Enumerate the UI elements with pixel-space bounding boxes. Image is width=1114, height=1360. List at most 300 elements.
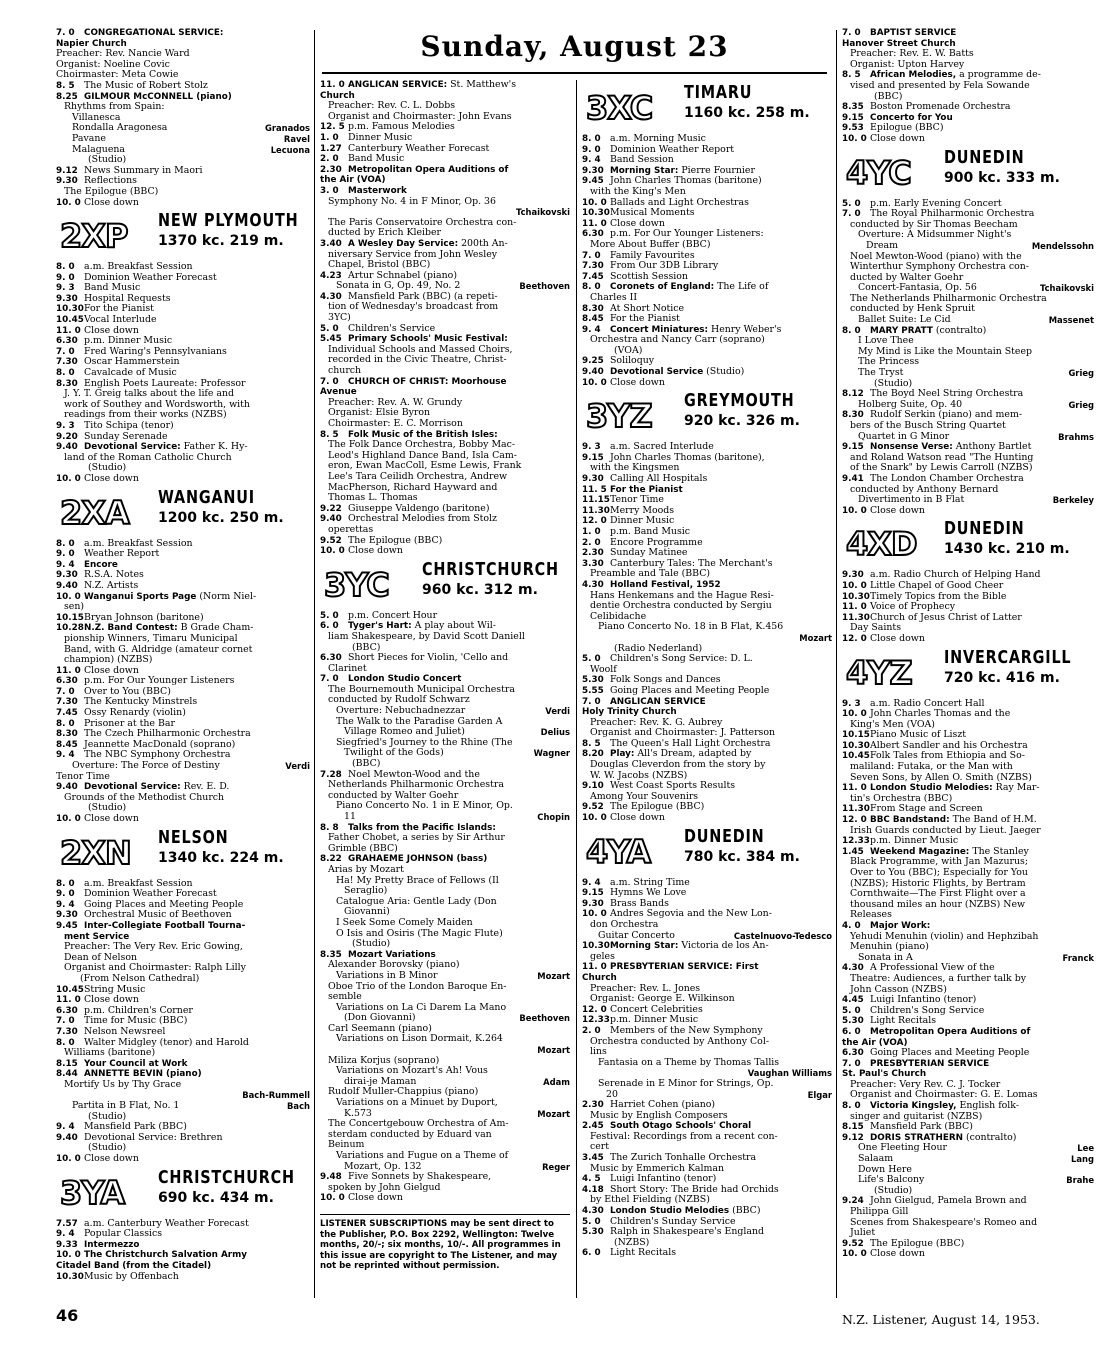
listing-line	[320, 1193, 570, 1204]
listing-text: Variations and Fugue on a Theme of	[336, 1151, 509, 1161]
listing-line	[320, 886, 570, 897]
listing-line	[320, 493, 570, 504]
listing-line	[56, 262, 310, 273]
listing-time: 9. 4	[582, 155, 601, 166]
listing-time: 10. 0	[582, 813, 607, 824]
listing-time: 11. 0	[842, 602, 867, 613]
listing-time: 4.30	[582, 579, 604, 590]
listing-text: Reflections	[84, 176, 137, 187]
listing-text: Close down	[348, 1193, 403, 1204]
listing-line	[320, 514, 570, 525]
listing-time: 10. 0	[56, 1154, 81, 1165]
listing-time: 9.30	[842, 570, 864, 581]
listing-time: 2.30	[320, 164, 342, 175]
listing-time: 9.52	[842, 1238, 864, 1249]
station-frequency: 920 kc. 326 m.	[684, 413, 800, 430]
listing-time: 5. 0	[320, 323, 339, 334]
listing-line	[582, 538, 832, 549]
listing-line	[842, 570, 1094, 581]
listing-text: Soliloquy	[610, 356, 655, 367]
listing-line	[320, 1183, 570, 1194]
listing-time: 2.30	[582, 1100, 604, 1111]
listing-text: p.m. Concert Hour	[348, 610, 438, 621]
listing-line	[842, 857, 1094, 868]
listing-text: Close down	[84, 995, 139, 1006]
listing-line	[56, 782, 310, 793]
listing-time: 8. 5	[56, 80, 75, 91]
listing-text: a.m. Morning Music	[610, 134, 706, 144]
listing-text: Twilight of the Gods)	[344, 748, 444, 759]
listing-text: (BBC)	[352, 642, 381, 653]
listing-text: geles	[590, 951, 615, 962]
listing-text: don Orchestra	[590, 920, 659, 930]
listing-time: 7.45	[56, 708, 78, 719]
listing-text: Luigi Infantino (tenor)	[870, 995, 977, 1006]
listing-text: Winterthur Symphony Orchestra con-	[850, 262, 1029, 273]
listing-text: The Stanley	[969, 846, 1029, 857]
listing-line	[842, 1154, 1094, 1165]
listing-time: 9.15	[842, 442, 864, 453]
listing-line	[320, 260, 570, 271]
listing-line	[842, 70, 1094, 81]
listing-time: 8. 0	[842, 325, 861, 336]
listing-line	[582, 675, 832, 686]
listing-text: (Studio)	[352, 939, 391, 950]
listing-line	[842, 1175, 1094, 1186]
listing-text: Band Music	[84, 283, 141, 294]
programme-title: GILMOUR McCONNELL (piano)	[84, 91, 232, 102]
listing-line	[56, 655, 310, 666]
listing-line	[56, 634, 310, 645]
composer-name: Bach-Rummell	[242, 1090, 310, 1101]
listing-line	[320, 992, 570, 1003]
listing-line	[320, 685, 570, 696]
listing-line	[582, 527, 832, 538]
listing-line	[320, 112, 570, 123]
listing-line	[56, 81, 310, 92]
listing-text: The Epilogue (BBC)	[870, 1238, 965, 1249]
composer-name: Tchaikovski	[1039, 283, 1094, 294]
station-frequency: 1430 kc. 210 m.	[944, 541, 1070, 558]
listing-line	[320, 440, 570, 451]
listing-text: Leod's Highland Dance Band, Isla Cam-	[328, 450, 517, 461]
listing-text: ducted by Erich Kleiber	[328, 228, 442, 239]
listing-time: 9.41	[842, 473, 864, 484]
listing-time: 10. 0	[842, 1249, 867, 1260]
listing-time: 8.25	[56, 91, 78, 102]
listing-line	[842, 1196, 1094, 1207]
listing-time: 8. 0	[56, 262, 75, 273]
listing-line	[56, 28, 310, 39]
listing-time: 6.30	[56, 336, 78, 347]
station-city: DUNEDIN	[944, 518, 1025, 540]
listing-line	[842, 889, 1094, 900]
listing-time: 9. 0	[56, 889, 75, 900]
listing-line	[56, 336, 310, 347]
listing-time: 10. 0	[320, 546, 345, 557]
listing-text: Variations on Mozart's Ah! Vous	[336, 1066, 488, 1077]
composer-name: Castelnuovo-Tedesco	[733, 930, 832, 941]
listing-text: Dean of Nelson	[64, 952, 138, 963]
listing-line	[582, 909, 832, 920]
programme-title: Morning Star:	[610, 165, 679, 176]
listing-text: J. Y. T. Greig talks about the life and	[64, 389, 235, 400]
station-callsign: 4YZ	[846, 653, 912, 692]
listing-line	[582, 580, 832, 591]
programme-title: African Melodies,	[870, 70, 957, 81]
listing-time: 9.30	[56, 910, 78, 921]
listing-time: 11. 0	[56, 325, 81, 336]
listing-text: Going Places and Meeting People	[84, 899, 244, 910]
listing-line	[56, 187, 310, 198]
listing-text: Preacher: Rev. Nancie Ward	[56, 49, 190, 60]
listing-time: 5. 0	[842, 1005, 861, 1016]
listing-line	[320, 1098, 570, 1109]
listing-text: singer and guitarist (NZBS)	[850, 1111, 983, 1122]
listing-text: Releases	[850, 910, 892, 921]
listing-time: 7.30	[56, 697, 78, 708]
listing-text: p.m. Dinner Music	[84, 336, 173, 347]
listing-line	[582, 899, 832, 910]
listing-line	[842, 379, 1094, 390]
programme-title: Victoria Kingsley,	[870, 1101, 957, 1112]
listing-text: Seven Sons, by Allen O. Smith (NZBS)	[850, 772, 1032, 783]
listing-line	[320, 144, 570, 155]
composer-name: Tchaikovski	[515, 207, 570, 218]
listing-line	[582, 973, 832, 984]
listing-time: 9. 0	[582, 144, 601, 155]
listing-text: Beinum	[328, 1140, 365, 1151]
listing-text: with the King's Men	[590, 186, 686, 197]
listing-time: 1. 0	[582, 527, 601, 537]
station-callsign: 3YC	[324, 565, 389, 604]
listing-line	[582, 1248, 832, 1259]
publication-footer: N.Z. Listener, August 14, 1953.	[842, 1312, 1040, 1327]
listing-line	[320, 897, 570, 908]
listing-text: The Boyd Neel String Orchestra	[870, 389, 1024, 400]
listing-line	[56, 560, 310, 571]
listing-text: MacPherson, Richard Hayward and	[328, 482, 498, 493]
listing-text: Ossy Renardy (violin)	[84, 708, 186, 719]
listing-text: Dream	[866, 240, 899, 251]
listing-text: Music by Offenbach	[84, 1271, 179, 1282]
listing-text: operettas	[328, 524, 374, 535]
listing-text: (Studio)	[874, 1185, 913, 1196]
listing-line	[582, 134, 832, 145]
listing-line	[56, 985, 310, 996]
listing-text: Preacher: Rev. L. Jones	[590, 983, 701, 994]
listing-time: 7. 0	[320, 376, 339, 387]
listing-line	[56, 645, 310, 656]
listing-time: 9.45	[582, 176, 604, 187]
listing-text: Close down	[84, 197, 139, 208]
listing-line	[320, 461, 570, 472]
listing-line	[842, 592, 1094, 603]
listing-time: 6. 0	[320, 621, 339, 632]
listing-line	[56, 708, 310, 719]
listing-text: String Music	[84, 984, 146, 995]
listing-line	[582, 1142, 832, 1153]
listing-text: Time for Music (BBC)	[84, 1016, 188, 1027]
listing-text: Netherlands Philharmonic Orchestra	[328, 780, 504, 791]
listing-line	[842, 699, 1094, 710]
column-4	[842, 28, 1094, 1260]
listing-line	[56, 740, 310, 751]
listing-line	[842, 910, 1094, 921]
listing-line	[56, 697, 310, 708]
listing-line	[56, 963, 310, 974]
listing-text: Giovanni)	[344, 907, 390, 918]
listing-line	[842, 506, 1094, 517]
listing-line	[842, 230, 1094, 241]
listing-time: 1. 0	[320, 132, 339, 143]
station-city: CHRISTCHURCH	[422, 558, 559, 580]
listing-line	[56, 1112, 310, 1123]
station-header	[320, 558, 570, 605]
listing-line	[582, 984, 832, 995]
listing-line	[582, 198, 832, 209]
listing-line	[842, 634, 1094, 645]
listing-line	[582, 878, 832, 889]
listing-text: Mansfield Park (BBC)	[870, 1122, 973, 1133]
station-callsign: 4YC	[846, 153, 911, 192]
listing-line	[320, 876, 570, 887]
listing-time: 9. 3	[582, 442, 601, 453]
listing-text: Dominion Weather Forecast	[84, 889, 217, 900]
listing-line	[56, 357, 310, 368]
listing-text: 11	[344, 812, 356, 822]
listing-time: 8.22	[320, 854, 342, 865]
listing-line	[56, 602, 310, 613]
programme-title: South Otago Schools' Choral	[610, 1121, 752, 1132]
listing-text: Timely Topics from the Bible	[870, 591, 1007, 602]
station-callsign: 2XP	[60, 217, 128, 256]
composer-name: Verdi	[545, 706, 570, 717]
listing-line	[56, 889, 310, 900]
listing-time: 9.10	[582, 781, 604, 792]
listing-text: dirai-je Maman	[344, 1076, 417, 1087]
listing-text: The Life of	[714, 282, 769, 293]
station-frequency: 720 kc. 416 m.	[944, 669, 1060, 686]
listing-time: 10. 0	[56, 473, 81, 484]
listing-time: 9. 3	[56, 283, 75, 294]
listing-time: 10.30	[842, 740, 870, 751]
listing-text: Overture: A Midsummer Night's	[858, 230, 1012, 241]
listing-text: Encore Programme	[610, 537, 703, 548]
listing-line	[320, 1162, 570, 1173]
listing-text: (Norm Niel-	[196, 591, 257, 602]
listing-line	[320, 674, 570, 685]
station-frequency: 780 kc. 384 m.	[684, 848, 800, 865]
listing-line	[56, 1133, 310, 1144]
listing-text: conducted by Sir Thomas Beecham	[850, 219, 1018, 230]
station-city: DUNEDIN	[944, 146, 1025, 168]
listing-line	[56, 942, 310, 953]
listing-text: Preacher: The Very Rev. Eric Gowing,	[64, 942, 243, 953]
listing-text: champion) (NZBS)	[64, 655, 153, 666]
listing-text: 3YC)	[328, 313, 351, 324]
listing-text: p.m. Children's Corner	[84, 1005, 193, 1016]
listing-line	[842, 1249, 1094, 1260]
listing-line	[56, 1006, 310, 1017]
listing-text: conducted by Henk Spruit	[850, 304, 975, 315]
listing-text: the Air (VOA)	[842, 1037, 908, 1048]
listing-line	[842, 49, 1094, 60]
listing-time: 2. 0	[320, 154, 339, 165]
listing-text: a.m. String Time	[610, 877, 690, 888]
listing-line	[582, 1217, 832, 1228]
listing-line	[320, 621, 570, 632]
programme-title: PRESBYTERIAN SERVICE: First	[610, 962, 759, 973]
listing-text: Close down	[870, 633, 925, 644]
listing-text: Folk Tales from Ethiopia and So-	[870, 751, 1025, 762]
listing-line	[320, 451, 570, 462]
listing-text: Orchestral Music of Beethoven	[84, 910, 232, 921]
listing-time: 5. 0	[842, 198, 861, 209]
listing-time: 4.30	[842, 963, 864, 974]
listing-text: Close down	[84, 1154, 139, 1165]
listing-time: 8. 0	[56, 878, 75, 889]
listing-text: (NZBS)	[614, 1237, 650, 1248]
listing-line	[582, 485, 832, 496]
listing-text: Villanesca	[72, 112, 121, 123]
listing-time: 8. 8	[320, 822, 339, 833]
listing-text: Festival: Recordings from a recent con-	[590, 1131, 778, 1142]
listing-text: The Epilogue (BBC)	[64, 186, 159, 197]
listing-line	[320, 398, 570, 409]
listing-line	[842, 847, 1094, 858]
programme-title: The Christchurch Salvation Army	[84, 1250, 248, 1261]
listing-line	[842, 613, 1094, 624]
listing-text: Avenue	[320, 387, 357, 398]
listing-time: 7. 0	[842, 209, 861, 220]
listing-line	[56, 666, 310, 677]
listing-line	[582, 569, 832, 580]
listing-time: 8.45	[582, 314, 604, 325]
listing-line	[320, 324, 570, 335]
listing-text: Ballads and Light Orchestras	[610, 197, 749, 208]
listing-line	[320, 419, 570, 430]
listing-line	[320, 1140, 570, 1151]
listing-text: Chapel, Bristol (BBC)	[328, 260, 431, 271]
listing-line	[582, 686, 832, 697]
listing-text: Holberg Suite, Op. 40	[858, 399, 963, 410]
listing-text: Giuseppe Valdengo (baritone)	[348, 503, 490, 514]
station-frequency: 960 kc. 312 m.	[422, 581, 538, 598]
programme-title: Play:	[610, 749, 635, 760]
listing-text: p.m. Band Music	[610, 527, 691, 537]
listing-time: 5.45	[320, 334, 342, 345]
listing-line	[582, 665, 832, 676]
listing-line	[842, 1038, 1094, 1049]
listing-line	[56, 463, 310, 474]
listing-time: 5.30	[582, 1227, 604, 1238]
listing-line	[320, 1119, 570, 1130]
station-callsign: 2XA	[60, 493, 129, 532]
listing-line	[582, 1005, 832, 1016]
programme-title: ANNETTE BEVIN (piano)	[84, 1069, 202, 1080]
listing-text: More About Buffer (BBC)	[590, 239, 711, 250]
listing-text: Organist: Noeline Covic	[56, 59, 170, 70]
listing-text: Preacher: Rev. A. W. Grundy	[328, 397, 463, 408]
programme-title: Concert Miniatures:	[610, 324, 709, 335]
listing-time: 8.35	[842, 102, 864, 113]
programme-title: Masterwork	[348, 185, 407, 196]
listing-line	[320, 175, 570, 186]
listing-line	[842, 463, 1094, 474]
listing-time: 8.15	[842, 1122, 864, 1133]
listing-text: Children's Sunday Service	[610, 1216, 736, 1227]
listing-text: Bryan Johnson (baritone)	[84, 612, 204, 623]
listing-text: Noel Mewton-Wood and the	[348, 769, 480, 780]
listing-text: with the Kingsmen	[590, 463, 680, 474]
listing-text: The Kentucky Minstrels	[84, 697, 198, 708]
listing-text: Ha! My Pretty Brace of Fellows (Il	[336, 875, 499, 886]
listing-line	[320, 717, 570, 728]
listing-line	[842, 28, 1094, 39]
listing-text: Partita in B Flat, No. 1	[72, 1101, 180, 1112]
listing-text: The Epilogue (BBC)	[348, 535, 443, 546]
listing-line	[842, 932, 1094, 943]
listing-text: Going Places and Meeting People	[870, 1048, 1030, 1059]
listing-text: Variations on a Minuet by Duport,	[336, 1098, 498, 1109]
listing-line	[320, 950, 570, 961]
listing-line	[320, 653, 570, 664]
listing-line	[842, 283, 1094, 294]
listing-time: 9.30	[582, 898, 604, 909]
listing-line	[56, 772, 310, 783]
listing-text: conducted by Walter Goehr	[328, 790, 459, 801]
listing-line	[56, 750, 310, 761]
listing-line	[842, 400, 1094, 411]
listing-line	[842, 741, 1094, 752]
listing-text: ducted by Walter Goehr	[850, 272, 964, 283]
composer-name: Wagner	[533, 748, 570, 759]
listing-line	[582, 781, 832, 792]
listing-line	[56, 1101, 310, 1112]
listing-line	[56, 953, 310, 964]
listing-time: 8.15	[56, 1058, 78, 1069]
listing-text: Members of the New Symphony	[610, 1025, 763, 1036]
listing-text: Quartet in G Minor	[858, 431, 950, 442]
listing-text: dentie Orchestra conducted by Sergiu	[590, 601, 772, 612]
listing-text: Close down	[84, 325, 139, 336]
listing-time: 9.40	[56, 782, 78, 793]
listing-text: The Paris Conservatoire Orchestra con-	[328, 217, 517, 228]
listing-text: the Air (VOA)	[320, 175, 386, 186]
programme-title: Major Work:	[870, 920, 931, 931]
listing-line	[842, 815, 1094, 826]
listing-time: 4.30	[320, 291, 342, 302]
listing-time: 7. 0	[842, 1058, 861, 1069]
listing-text: vised and presented by Fela Sowande	[850, 80, 1030, 91]
listing-text: Rev. E. D.	[180, 782, 230, 793]
listing-time: 7. 0	[56, 28, 75, 38]
listing-line	[56, 166, 310, 177]
composer-name: Brahe	[1066, 1175, 1094, 1186]
listing-line	[582, 1100, 832, 1111]
listing-text: Rondalla Aragonesa	[72, 123, 168, 134]
listing-line	[582, 1164, 832, 1175]
listing-line	[842, 453, 1094, 464]
listing-time: 6.30	[842, 1048, 864, 1059]
listing-text: Ballet Suite: Le Cid	[858, 315, 951, 326]
listing-time: 7. 0	[582, 250, 601, 261]
listing-line	[842, 720, 1094, 731]
listing-text: p.m. Dinner Music	[870, 836, 959, 847]
listing-line	[842, 336, 1094, 347]
listing-line	[582, 229, 832, 240]
